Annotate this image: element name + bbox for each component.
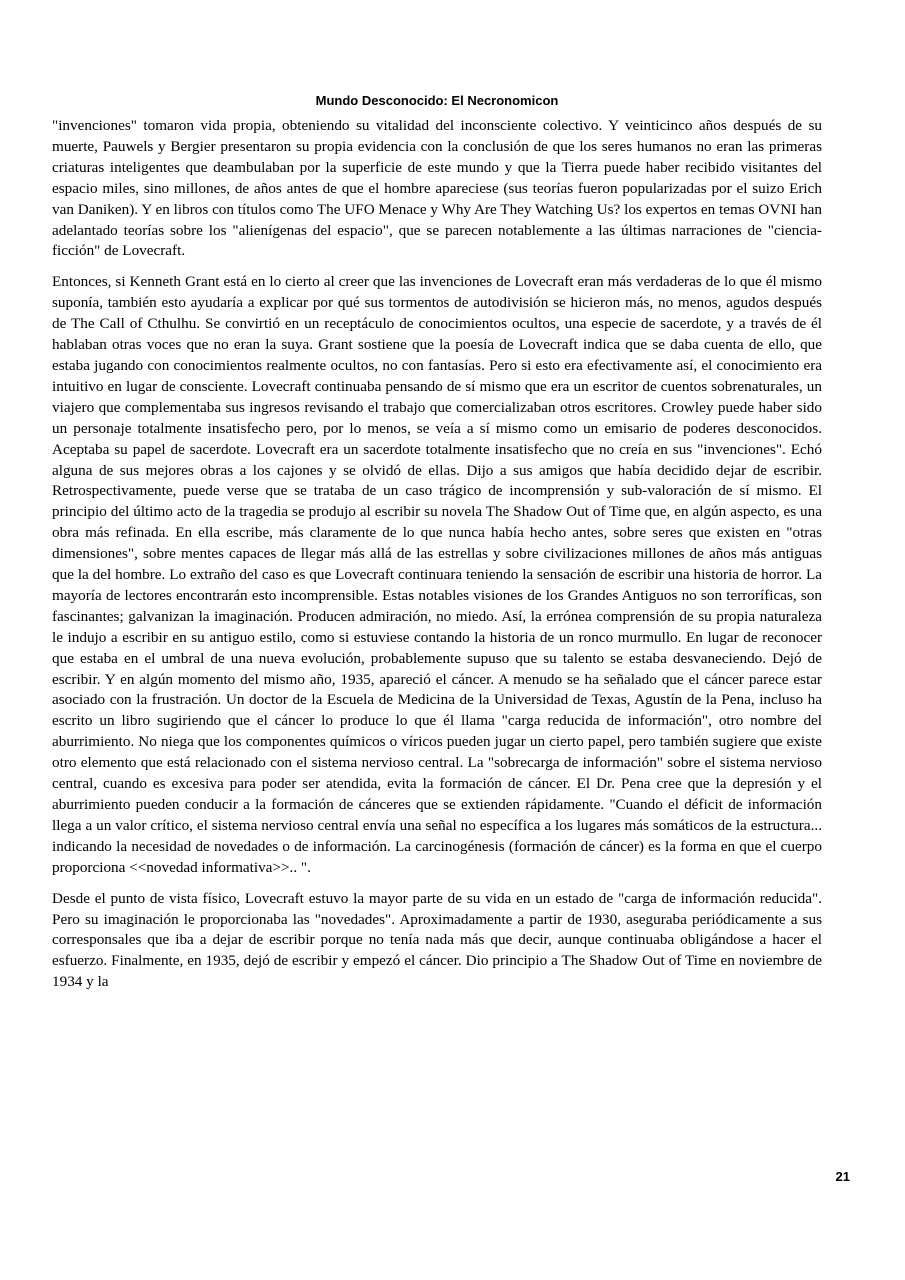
paragraph: Desde el punto de vista físico, Lovecraft estuvo la mayor parte de su vida en un estado de "carga de información reducida". Pero su imaginación le proporcionaba las "novedades". Aproximadamente a partir de 1930, aseguraba periódicamente a sus corresponsales que iba a dejar de escribir porque no tenía nada más que decir, aunque continuaba obligándose a hacer el esfuerzo. Finalmente, en 1935, dejó de escribir y empezó el cáncer. Dio principio a The Shadow Out of Time en noviembre de 1934 y la	[52, 889, 822, 991]
document-page	[52, 90, 822, 1003]
running-header: Mundo Desconocido: El Necronomicon	[315, 93, 559, 108]
paragraph: Entonces, si Kenneth Grant está en lo cierto al creer que las invenciones de Lovecraft eran más verdaderas de lo que él mismo suponía, también esto ayudaría a explicar por qué sus tormentos de autodivisión se hicieron más, no menos, agudos después de The Call of Cthulhu. Se convirtió en un receptáculo de conocimientos ocultos, una especie de sacerdote, y a través de él hablaban otras voces que no eran la suya. Grant sostiene que la poesía de Lovecraft indica que se daba cuenta de ello, que estaba jugando con conocimientos realmente ocultos, no con fantasías. Pero si esto era efectivamente así, el conocimiento era intuitivo en lugar de consciente. Lovecraft continuaba pensando de sí mismo que era un escritor de cuentos sobrenaturales, un viajero que complementaba sus ingresos revisando el trabajo que comercializaban otros escritores. Crowley puede haber sido un personaje totalmente insatisfecho pero, por lo menos, se veía a sí mismo como un emisario de poderes desconocidos. Aceptaba su papel de sacerdote. Lovecraft era un sacerdote totalmente insatisfecho que no creía en sus "invenciones". Echó alguna de sus mejores obras a los cajones y se olvidó de ellas. Dijo a sus amigos que había decidido dejar de escribir. Retrospectivamente, puede verse que se trataba de un caso trágico de incomprensión y sub-valoración de sí mismo. El principio del último acto de la tragedia se produjo al escribir su novela The Shadow Out of Time que, en algún aspecto, es una obra más refinada. En ella escribe, más claramente de lo que nunca había hecho antes, sobre seres que existen en "otras dimensiones", sobre mentes capaces de llegar más allá de las estrellas y sobre civilizaciones millones de años más antiguas que la del hombre. Lo extraño del caso es que Lovecraft continuara teniendo la sensación de escribir una historia de horror. La mayoría de lectores encontrarán esto incomprensible. Estas notables visiones de los Grandes Antiguos no son terroríficas, son fascinantes; galvanizan la imaginación. Producen admiración, no miedo. Así, la errónea comprensión de su propia naturaleza le indujo a escribir en su antiguo estilo, como si estuviese contando la historia de un ronco murmullo. En lugar de reconocer que estaba en el umbral de una nueva evolución, probablemente supuso que su talento se estaba desvaneciendo. Dejó de escribir. Y en algún momento del mismo año, 1935, apareció el cáncer. A menudo se ha señalado que el cáncer parece estar asociado con la frustración. Un doctor de la Escuela de Medicina de la Universidad de Texas, Agustín de la Pena, incluso ha escrito un libro sugiriendo que el cáncer lo produce lo que él llama "carga reducida de información", otro nombre del aburrimiento. No niega que los componentes químicos o víricos pueden jugar un cierto papel, pero también sugiere que existe otro elemento que está relacionado con el sistema nervioso central. La "sobrecarga de información" sobre el sistema nervioso central, cuando es excesiva para poder ser atendida, evita la formación de cáncer. El Dr. Pena cree que la depresión y el aburrimiento pueden conducir a la formación de cánceres que se extienden rápidamente. "Cuando el déficit de información llega a un valor crítico, el sistema nervioso central envía una señal no específica a los lugares más somáticos de la estructura... indicando la necesidad de novedades o de información. La carcinogénesis (formación de cáncer) es la forma en que el cuerpo proporciona <<novedad informativa>>.. ".	[52, 273, 822, 876]
page-number: 21	[835, 1169, 850, 1184]
body-text	[52, 116, 822, 993]
paragraph: "invenciones" tomaron vida propia, obteniendo su vitalidad del inconsciente colectivo. Y veinticinco años después de su muerte, Pauwels y Bergier presentaron su propia evidencia con la conclusión de que los seres humanos no eran las primeras criaturas inteligentes que deambulaban por la superficie de este mundo y que la Tierra puede haber recibido visitantes del espacio miles, sino millones, de años antes de que el hombre apareciese (sus teorías fueron popularizadas por el suizo Erich van Daniken). Y en libros con títulos como The UFO Menace y Why Are They Watching Us? los expertos en temas OVNI han adelantado teorías sobre los "alienígenas del espacio", que se parecen notablemente a las últimas narraciones de "ciencia-ficción" de Lovecraft.	[52, 117, 822, 260]
